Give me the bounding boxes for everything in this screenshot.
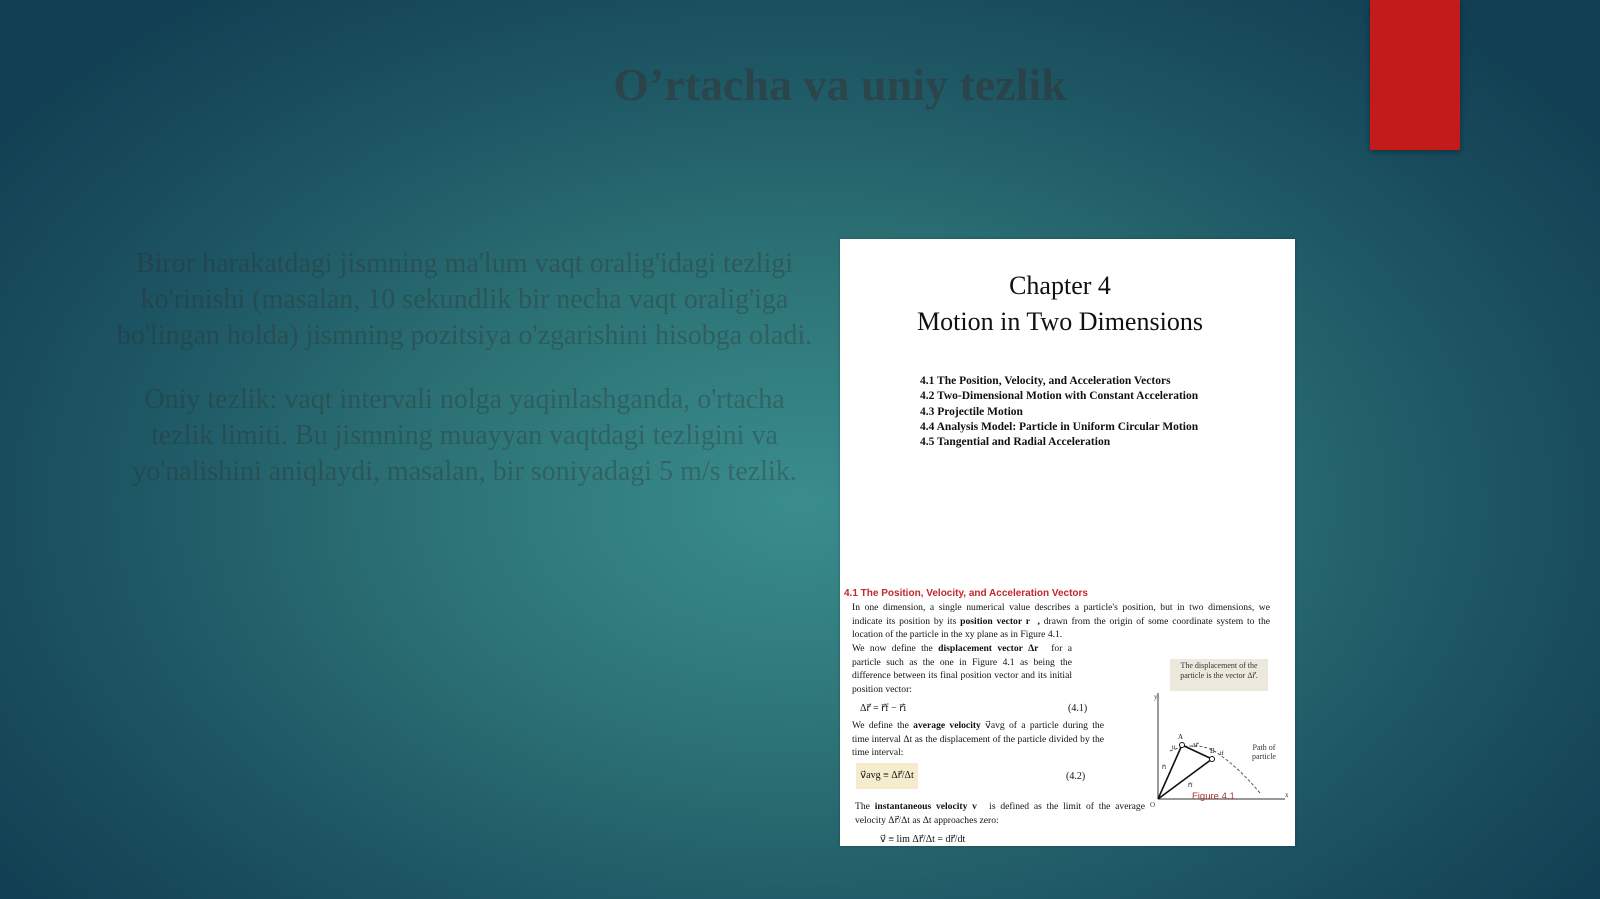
red-accent-tab (1370, 0, 1460, 150)
y-axis-label: y (1154, 693, 1158, 701)
paragraph-bold-term: position vector r⃗, (960, 615, 1040, 627)
toc-item: 4.2 Two-Dimensional Motion with Constant Acceleration (920, 390, 1199, 403)
chapter-number: Chapter 4 (1009, 271, 1111, 300)
origin-label: O (1150, 801, 1156, 809)
paragraph-bold-term: instantaneous velocity v⃗ (874, 801, 985, 812)
chapter-title: Motion in Two Dimensions (917, 307, 1203, 336)
paragraph-bold-term: average velocity (913, 720, 981, 731)
equation-number: (4.1) (1068, 703, 1088, 714)
paragraph-text: is defined as the limit of the average velocity Δr⃗/Δt as Δt approaches zero: (855, 801, 1145, 826)
x-axis-label: x (1285, 791, 1289, 799)
toc-item: 4.5 Tangential and Radial Acceleration (920, 436, 1111, 449)
toc-item: 4.3 Projectile Motion (920, 405, 1023, 418)
ti-label: ti (1172, 745, 1176, 751)
paragraph-text: The (855, 801, 870, 812)
point-b-label: B (1210, 747, 1215, 755)
body-paragraph-1: Biror harakatdagi jismning ma'lum vaqt oralig'idagi tezligi ko'rinishi (masalan, 10 sekundlik bir necha vaqt oralig'iga bo'lingan holda) jismning pozitsiya o'zgarishini hisobga oladi. (116, 248, 813, 351)
paragraph-bold-term: displacement vector Δr⃗ (938, 643, 1046, 654)
figure-caption: Figure 4.1 (1192, 791, 1235, 802)
paragraph-average-velocity (852, 719, 1104, 760)
equation-4-3: v⃗ ≡ lim Δr⃗/Δt = dr⃗/dt (880, 834, 966, 845)
slide-title: O’rtacha va uniy tezlik (613, 59, 1067, 110)
textbook-page-image (840, 239, 1295, 846)
toc-item: 4.4 Analysis Model: Particle in Uniform Circular Motion (920, 420, 1199, 433)
rf-label: r⃗f (1188, 783, 1193, 789)
body-paragraph-2: Oniy tezlik: vaqt intervali nolga yaqinlashganda, o'rtacha tezlik limiti. Bu jismning muayyan vaqtdagi tezligini va yo'nalishini aniqlaydi, masalan, bir soniyadagi 5 m/s tezlik. (132, 384, 797, 487)
paragraph-instantaneous-velocity (855, 800, 1145, 827)
paragraph-text: We now define the (852, 643, 933, 654)
equation-number: (4.2) (1066, 771, 1086, 782)
paragraph-text: In one dimension, a single numerical value describes a particle's position, but in two dimensions, we indicate its position by its (852, 602, 1270, 627)
delta-r-label: Δr⃗ (1192, 743, 1199, 749)
point-a-marker (1180, 743, 1185, 748)
paragraph-text: for a particle such as the one in Figure 4.1 as being the difference between its final position vector and its initial position vector: (852, 643, 1072, 695)
paragraph-position (852, 601, 1270, 642)
tf-label: tf (1220, 751, 1224, 757)
figure-callout: The displacement of the particle is the vector Δr⃗. (1170, 659, 1268, 691)
figure-path-label: Path of particle (1252, 743, 1276, 761)
toc-item: 4.1 The Position, Velocity, and Acceleration Vectors (920, 375, 1171, 387)
section-heading: 4.1 The Position, Velocity, and Acceleration Vectors (844, 588, 1088, 599)
point-b-marker (1210, 757, 1215, 762)
ri-label: r⃗i (1162, 765, 1167, 771)
paragraph-text: drawn from the origin of some coordinate system to the location of the particle in the xy plane as in Figure 4.1. (852, 615, 1270, 640)
point-a-label: A (1178, 733, 1184, 741)
equation-4-2: v⃗avg ≡ Δr⃗/Δt (856, 763, 918, 789)
paragraph-text: v⃗avg of a particle during the time interval Δt as the displacement of the particle divided by the time interval: (852, 720, 1104, 758)
paragraph-text: We define the (852, 720, 909, 731)
paragraph-displacement (852, 642, 1072, 696)
table-of-contents (920, 374, 1198, 450)
slide-body (112, 246, 817, 518)
equation-4-1: Δr⃗ = r⃗f − r⃗i (860, 703, 907, 714)
